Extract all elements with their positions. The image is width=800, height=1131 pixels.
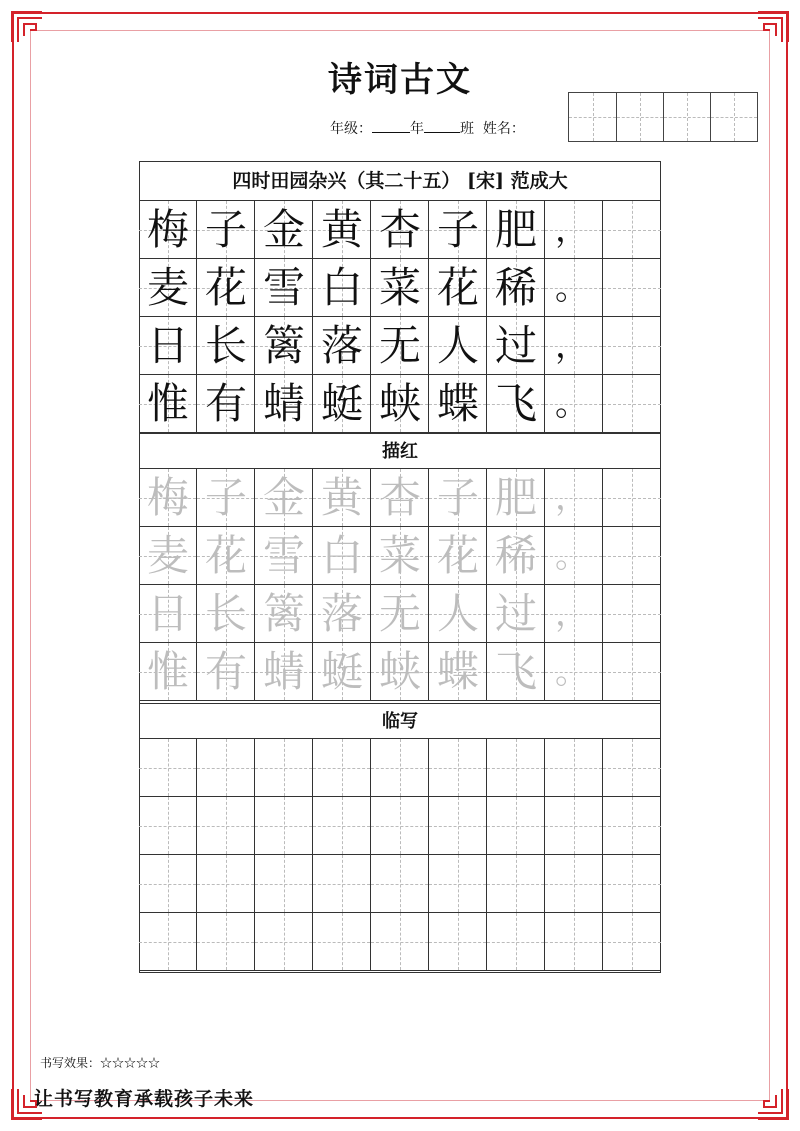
trace-character: 菜	[378, 531, 421, 580]
grid-cell	[371, 585, 429, 643]
poem-heading: 四时田园杂兴（其二十五） [宋] 范成大	[139, 161, 661, 201]
model-character: 蜓	[320, 379, 363, 428]
grid-cell	[429, 201, 487, 259]
grid-cell	[603, 201, 661, 259]
trace-character: ，	[555, 594, 589, 634]
name-label: 姓名：	[482, 121, 525, 137]
grid-cell	[429, 375, 487, 433]
grid-cell	[371, 259, 429, 317]
grid-cell[interactable]	[487, 855, 545, 913]
model-character: 落	[320, 321, 363, 370]
grid-cell	[487, 317, 545, 375]
grid-cell	[487, 375, 545, 433]
trace-character: 蜓	[320, 647, 363, 696]
grid-cell	[139, 317, 197, 375]
name-cell[interactable]	[710, 93, 757, 141]
grid-cell	[487, 527, 545, 585]
grid-cell	[139, 643, 197, 701]
grid-cell	[313, 469, 371, 527]
grid-cell[interactable]	[139, 913, 197, 971]
model-character: 有	[204, 379, 247, 428]
name-cell[interactable]	[663, 93, 710, 141]
grid-cell	[139, 469, 197, 527]
grid-cell[interactable]	[487, 913, 545, 971]
grid-cell[interactable]	[139, 855, 197, 913]
student-info	[330, 118, 525, 138]
grid-cell[interactable]	[371, 797, 429, 855]
grid-cell	[139, 585, 197, 643]
model-character: 。	[555, 268, 589, 308]
name-cell[interactable]	[569, 93, 616, 141]
model-character: 长	[204, 321, 247, 370]
trace-character: 金	[262, 473, 305, 522]
grid-cell[interactable]	[197, 913, 255, 971]
model-character: 黄	[320, 205, 363, 254]
grid-cell[interactable]	[313, 739, 371, 797]
grid-cell[interactable]	[197, 797, 255, 855]
grid-cell	[429, 527, 487, 585]
model-character: 蛱	[378, 379, 421, 428]
grid-cell	[255, 317, 313, 375]
grid-cell[interactable]	[255, 855, 313, 913]
grid-cell	[603, 469, 661, 527]
grade-label: 年级：	[330, 121, 372, 137]
grid-cell	[545, 527, 603, 585]
grid-cell	[545, 585, 603, 643]
model-character: 过	[494, 321, 537, 370]
corner-ornament-icon	[756, 1087, 790, 1121]
grade-blank[interactable]	[372, 132, 410, 133]
grid-cell[interactable]	[603, 739, 661, 797]
grid-cell[interactable]	[197, 739, 255, 797]
grid-cell	[545, 259, 603, 317]
grid-cell	[139, 375, 197, 433]
trace-character: 蜻	[262, 647, 305, 696]
trace-character: 蛱	[378, 647, 421, 696]
grid-cell	[545, 375, 603, 433]
class-label: 班	[460, 121, 474, 137]
grid-cell	[603, 643, 661, 701]
grid-cell[interactable]	[371, 855, 429, 913]
model-character: ，	[555, 326, 589, 366]
grid-cell	[139, 201, 197, 259]
grid-cell	[197, 259, 255, 317]
grid-cell	[313, 317, 371, 375]
grid-cell	[371, 643, 429, 701]
trace-character: 子	[436, 473, 479, 522]
grid-cell	[255, 585, 313, 643]
model-character: 白	[320, 263, 363, 312]
grid-cell	[429, 259, 487, 317]
model-character: 麦	[146, 263, 189, 312]
grid-cell	[487, 201, 545, 259]
grid-cell	[255, 469, 313, 527]
grid-cell	[255, 643, 313, 701]
model-character: 杏	[378, 205, 421, 254]
grid-cell[interactable]	[603, 913, 661, 971]
grid-cell	[255, 527, 313, 585]
grid-cell	[545, 317, 603, 375]
grid-cell[interactable]	[313, 913, 371, 971]
grid-cell	[139, 259, 197, 317]
grid-cell	[545, 201, 603, 259]
trace-character: 篱	[262, 589, 305, 638]
trace-character: 日	[146, 589, 189, 638]
trace-character: 有	[204, 647, 247, 696]
grid-cell	[313, 259, 371, 317]
model-character: 稀	[494, 263, 537, 312]
grid-cell[interactable]	[603, 797, 661, 855]
copy-section-label: 临写	[139, 703, 661, 739]
grid-cell	[603, 527, 661, 585]
grid-cell[interactable]	[545, 913, 603, 971]
grid-cell	[487, 585, 545, 643]
grid-cell[interactable]	[255, 739, 313, 797]
grid-cell	[197, 375, 255, 433]
grid-cell	[487, 643, 545, 701]
model-character: 篱	[262, 321, 305, 370]
grid-cell[interactable]	[139, 797, 197, 855]
trace-character: 无	[378, 589, 421, 638]
trace-character: 麦	[146, 531, 189, 580]
grid-cell[interactable]	[429, 739, 487, 797]
trace-character: 稀	[494, 531, 537, 580]
grid-cell	[487, 469, 545, 527]
grid-cell	[197, 469, 255, 527]
grid-cell	[197, 585, 255, 643]
trace-character: 蝶	[436, 647, 479, 696]
trace-character: 。	[555, 536, 589, 576]
grid-cell	[313, 375, 371, 433]
grid-cell	[603, 375, 661, 433]
grid-cell	[371, 375, 429, 433]
model-character: 日	[146, 321, 189, 370]
trace-character: 杏	[378, 473, 421, 522]
grid-cell[interactable]	[139, 739, 197, 797]
grid-cell	[429, 643, 487, 701]
grid-cell[interactable]	[313, 797, 371, 855]
model-character: 金	[262, 205, 305, 254]
trace-character: 黄	[320, 473, 363, 522]
grid-cell	[371, 317, 429, 375]
grid-cell[interactable]	[255, 797, 313, 855]
grid-cell	[255, 375, 313, 433]
grid-cell	[603, 259, 661, 317]
grid-cell	[197, 317, 255, 375]
year-label: 年	[410, 121, 424, 137]
grid-cell	[197, 201, 255, 259]
grid-cell	[545, 469, 603, 527]
trace-character: 白	[320, 531, 363, 580]
model-character: 菜	[378, 263, 421, 312]
grid-cell[interactable]	[545, 739, 603, 797]
grid-cell	[371, 527, 429, 585]
grid-cell[interactable]	[545, 855, 603, 913]
model-character: 无	[378, 321, 421, 370]
class-blank[interactable]	[424, 132, 460, 133]
grid-cell	[545, 643, 603, 701]
trace-character: ，	[555, 478, 589, 518]
rating-label: 书写效果：☆☆☆☆☆	[40, 1056, 161, 1070]
corner-ornament-icon	[10, 10, 44, 44]
corner-ornament-icon	[756, 10, 790, 44]
trace-character: 惟	[146, 647, 189, 696]
grid-cell	[371, 469, 429, 527]
grid-cell[interactable]	[371, 913, 429, 971]
grid-cell[interactable]	[429, 797, 487, 855]
slogan: 让书写教育承载孩子未来	[34, 1088, 255, 1110]
grid-cell[interactable]	[487, 739, 545, 797]
name-cell[interactable]	[616, 93, 663, 141]
model-character: 花	[204, 263, 247, 312]
model-character: 子	[204, 205, 247, 254]
grid-cell[interactable]	[371, 739, 429, 797]
grid-cell[interactable]	[197, 855, 255, 913]
model-character: 雪	[262, 263, 305, 312]
grid-cell	[429, 317, 487, 375]
trace-character: 过	[494, 589, 537, 638]
model-character: 蜻	[262, 379, 305, 428]
model-character: ，	[555, 210, 589, 250]
grid-cell	[487, 259, 545, 317]
name-writing-box[interactable]	[568, 92, 758, 142]
grid-cell	[313, 585, 371, 643]
grid-cell	[313, 201, 371, 259]
grid-cell	[139, 527, 197, 585]
trace-character: 雪	[262, 531, 305, 580]
model-character: 梅	[146, 205, 189, 254]
model-character: 飞	[494, 379, 537, 428]
grid-cell	[197, 643, 255, 701]
trace-character: 肥	[494, 473, 537, 522]
grid-cell[interactable]	[429, 913, 487, 971]
grid-cell	[603, 317, 661, 375]
model-character: 子	[436, 205, 479, 254]
trace-character: 花	[436, 531, 479, 580]
grid-cell	[313, 643, 371, 701]
grid-cell	[429, 469, 487, 527]
grid-cell	[429, 585, 487, 643]
trace-section-label: 描红	[139, 433, 661, 469]
model-character: 惟	[146, 379, 189, 428]
grid-cell	[371, 201, 429, 259]
grid-cell[interactable]	[429, 855, 487, 913]
model-character: 肥	[494, 205, 537, 254]
grid-cell	[255, 201, 313, 259]
grid-cell	[255, 259, 313, 317]
model-character: 蝶	[436, 379, 479, 428]
grid-cell[interactable]	[255, 913, 313, 971]
trace-character: 落	[320, 589, 363, 638]
trace-character: 。	[555, 652, 589, 692]
grid-cell[interactable]	[603, 855, 661, 913]
page-title: 诗词古文	[328, 60, 472, 100]
trace-character: 长	[204, 589, 247, 638]
trace-character: 飞	[494, 647, 537, 696]
grid-cell	[603, 585, 661, 643]
trace-character: 梅	[146, 473, 189, 522]
model-character: 。	[555, 384, 589, 424]
grid-cell[interactable]	[545, 797, 603, 855]
model-character: 人	[436, 321, 479, 370]
grid-cell	[197, 527, 255, 585]
grid-cell[interactable]	[313, 855, 371, 913]
grid-cell[interactable]	[487, 797, 545, 855]
trace-character: 子	[204, 473, 247, 522]
trace-character: 人	[436, 589, 479, 638]
trace-character: 花	[204, 531, 247, 580]
grid-cell	[313, 527, 371, 585]
model-character: 花	[436, 263, 479, 312]
